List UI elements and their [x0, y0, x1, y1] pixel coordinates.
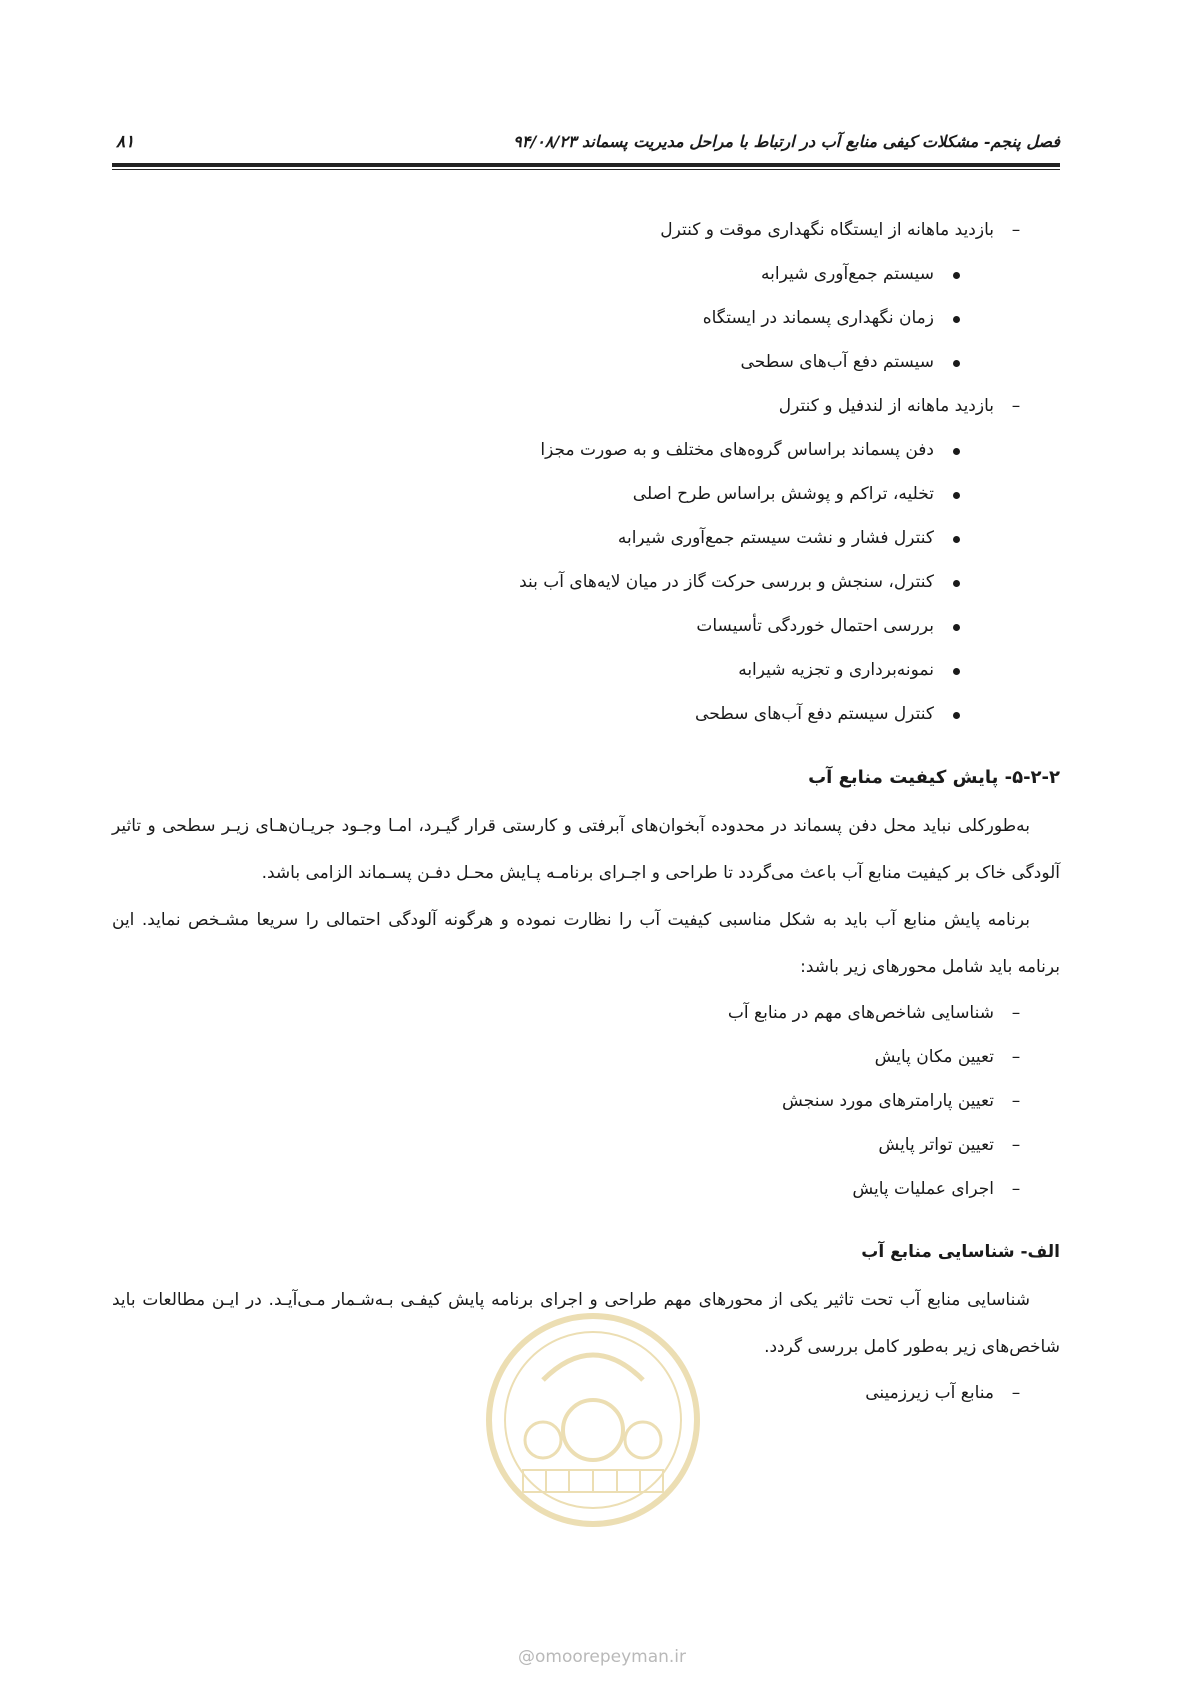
- paragraph: [112, 1277, 1060, 1371]
- list-item: [112, 1089, 1060, 1113]
- list-item: [112, 1177, 1060, 1201]
- bullet-icon: [948, 482, 964, 506]
- bullet-item: [112, 306, 1060, 330]
- bullet-item: [112, 614, 1060, 638]
- bullet-icon: [948, 526, 964, 550]
- bullet-icon: [948, 570, 964, 594]
- dash-marker: –: [1011, 396, 1021, 416]
- list-item: [112, 1045, 1060, 1069]
- paragraph: [112, 897, 1060, 991]
- list-item: [112, 1381, 1060, 1405]
- paragraph-text: شناسایی منابع آب تحت تاثیر یکی از محورهای مهم طراحی و اجرای برنامه پایش کیفـی بـه‌شـمار مـی‌آیـد. در ایـن مطالعات باید شاخص‌های زیر به‌طور کامل بررسی گردد.: [112, 1290, 1060, 1357]
- bullet-item-text: بررسی احتمال خوردگی تأسیسات: [696, 616, 934, 636]
- bullet-item-text: کنترل، سنجش و بررسی حرکت گاز در میان لایه‌های آب بند: [519, 572, 934, 592]
- subsection-heading: الف- شناسایی منابع آب: [861, 1242, 1060, 1262]
- bullet-icon: [948, 262, 964, 286]
- chapter-title: فصل پنجم- مشکلات کیفی منابع آب در ارتباط با مراحل مدیریت پسماند ۹۴/۰۸/۲۳: [513, 132, 1060, 151]
- bullet-icon: [948, 658, 964, 682]
- dash-marker: –: [1011, 1179, 1021, 1199]
- page-content: [112, 218, 1060, 1405]
- list-item-text: اجرای عملیات پایش: [852, 1179, 994, 1199]
- bullet-item-text: کنترل فشار و نشت سیستم جمع‌آوری شیرابه: [617, 528, 934, 548]
- bullet-item-text: سیستم دفع آب‌های سطحی: [740, 352, 934, 372]
- page-number: ۸۱: [116, 132, 135, 152]
- list-item-text: تعیین تواتر پایش: [878, 1135, 994, 1155]
- list-item-text: بازدید ماهانه از لندفیل و کنترل: [778, 396, 994, 416]
- bullet-item-text: سیستم جمع‌آوری شیرابه: [761, 264, 934, 284]
- paragraph-text: به‌طورکلی نباید محل دفن پسماند در محدوده آبخوان‌های آبرفتی و کارستی قرار گیـرد، امـا وجـود جریـان‌هـای زیـر سطحی و تاثیر آلودگی خاک بر کیفیت منابع آب باعث می‌گردد تا طراحی و اجـرای برنامـه پـایش محـل دفـن پسـماند الزامی باشد.: [112, 816, 1060, 883]
- dash-marker: –: [1011, 220, 1021, 240]
- list-item-text: منابع آب زیرزمینی: [865, 1383, 994, 1403]
- page-header: [112, 132, 1060, 158]
- bullet-item: [112, 526, 1060, 550]
- bullet-item: [112, 702, 1060, 726]
- bullet-icon: [948, 614, 964, 638]
- list-item-text: بازدید ماهانه از ایستگاه نگهداری موقت و کنترل: [660, 220, 994, 240]
- dash-marker: –: [1011, 1135, 1021, 1155]
- bullet-item: [112, 658, 1060, 682]
- list-item-text: تعیین مکان پایش: [874, 1047, 994, 1067]
- dash-marker: –: [1011, 1383, 1021, 1403]
- bullet-item-text: تخلیه، تراکم و پوشش براساس طرح اصلی: [632, 484, 934, 504]
- paragraph-text: برنامه پایش منابع آب باید به شکل مناسبی کیفیت آب را نظارت نموده و هرگونه آلودگی احتمالی را سریعا مشـخص نماید. این برنامه باید شامل محورهای زیر باشد:: [112, 910, 1060, 977]
- section-heading: ۵-۲-۲- پایش کیفیت منابع آب: [808, 767, 1060, 788]
- bullet-item-text: کنترل سیستم دفع آب‌های سطحی: [695, 704, 934, 724]
- watermark-url: @omoorepeyman.ir: [517, 1647, 687, 1667]
- list-item: [112, 1133, 1060, 1157]
- bullet-icon: [948, 438, 964, 462]
- bullet-item-text: نمونه‌برداری و تجزیه شیرابه: [738, 660, 934, 680]
- header-rule: [112, 163, 1060, 167]
- bullet-item: [112, 350, 1060, 374]
- bullet-icon: [948, 306, 964, 330]
- dash-marker: –: [1011, 1047, 1021, 1067]
- dash-marker: –: [1011, 1003, 1021, 1023]
- list-item: [112, 1001, 1060, 1025]
- list-item-text: تعیین پارامترهای مورد سنجش: [782, 1091, 994, 1111]
- list-item-text: شناسایی شاخص‌های مهم در منابع آب: [727, 1003, 994, 1023]
- bullet-item-text: زمان نگهداری پسماند در ایستگاه: [702, 308, 934, 328]
- list-item: [112, 394, 1060, 418]
- bullet-item: [112, 262, 1060, 286]
- bullet-item: [112, 570, 1060, 594]
- paragraph: [112, 803, 1060, 897]
- header-rule-thin: [112, 169, 1060, 170]
- bullet-icon: [948, 350, 964, 374]
- bullet-item: [112, 482, 1060, 506]
- bullet-item: [112, 438, 1060, 462]
- bullet-icon: [948, 702, 964, 726]
- dash-marker: –: [1011, 1091, 1021, 1111]
- list-item: [112, 218, 1060, 242]
- bullet-item-text: دفن پسماند براساس گروه‌های مختلف و به صورت مجزا: [540, 440, 934, 460]
